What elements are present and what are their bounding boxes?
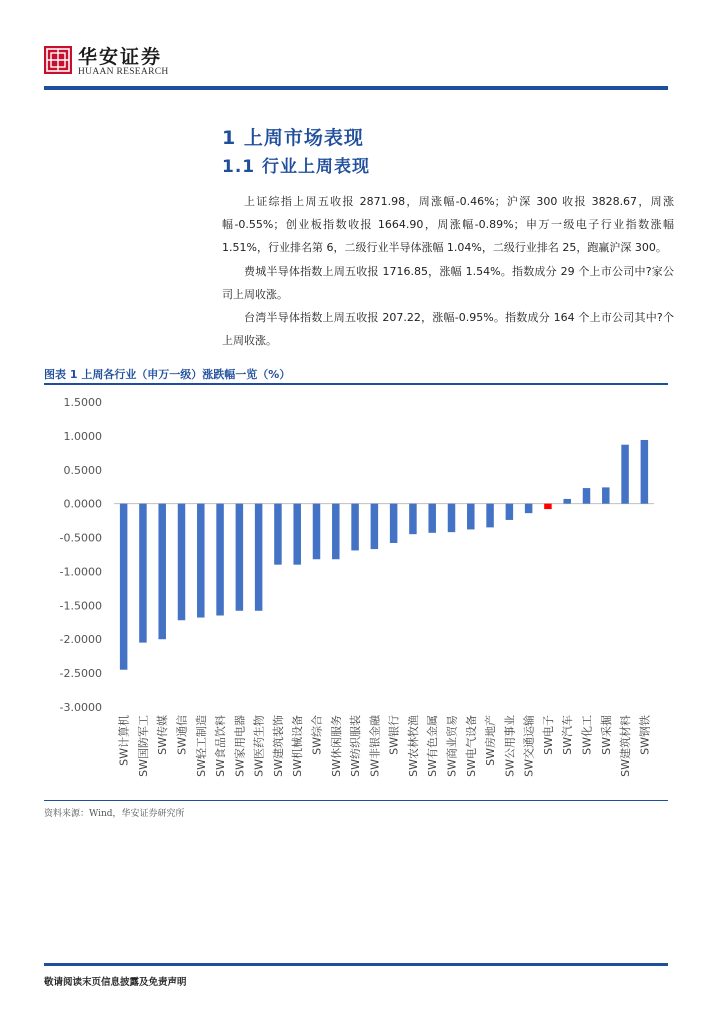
- bar: [158, 504, 166, 640]
- x-category-label: SW公用事业: [503, 715, 517, 777]
- bar: [351, 504, 359, 551]
- header-divider: [44, 86, 668, 90]
- brand-name-en: HUAAN RESEARCH: [78, 67, 169, 77]
- x-category-label: SW银行: [387, 715, 401, 755]
- subsection-heading: 1.1 行业上周表现: [222, 157, 371, 177]
- bar: [506, 504, 514, 520]
- bar: [313, 504, 321, 560]
- x-category-label: SW有色金属: [426, 715, 440, 777]
- bar: [467, 504, 475, 530]
- bar: [641, 440, 649, 504]
- bar: [409, 504, 417, 535]
- bar: [139, 504, 147, 643]
- paragraph-sox-index: 费城半导体指数上周五收报 1716.85，涨幅 1.54%。指数成分 29 个上市公司中?家公司上周收涨。: [222, 264, 674, 301]
- section-heading: 1 上周市场表现: [222, 127, 364, 149]
- x-category-label: SW轻工制造: [194, 715, 208, 777]
- bar: [428, 504, 436, 533]
- y-tick-label: 0.5000: [63, 463, 102, 477]
- paragraph-market-summary: 上证综指上周五收报 2871.98，周涨幅-0.46%；沪深 300 收报 3828.67，周涨幅-0.55%；创业板指数收报 1664.90，周涨幅-0.89%；申万一级电子行业指数涨幅 1.51%，行业排名第 6，二级行业半导体涨幅 1.04%，二级行业排名 25，跑赢沪深 300。: [222, 195, 674, 255]
- x-category-label: SW综合: [310, 715, 324, 755]
- x-category-label: SW医药生物: [252, 715, 266, 777]
- x-category-label: SW国防军工: [136, 715, 150, 777]
- bar: [563, 499, 571, 504]
- bar: [583, 488, 591, 504]
- x-category-label: SW化工: [580, 715, 594, 755]
- x-category-label: SW机械设备: [291, 715, 305, 777]
- brand-name-cn: 华安证券: [78, 46, 163, 68]
- bar: [216, 504, 224, 616]
- footer-divider: [44, 963, 668, 966]
- bar: [178, 504, 186, 621]
- page-header: [0, 0, 724, 92]
- y-tick-label: 1.5000: [63, 396, 102, 409]
- bar: [236, 504, 244, 611]
- bar-highlight: [544, 504, 552, 509]
- bar: [390, 504, 398, 543]
- x-category-label: SW建筑材料: [619, 715, 633, 777]
- bar: [448, 504, 456, 532]
- bar: [371, 504, 379, 549]
- figure-title: 图表 1 上周各行业（申万一级）涨跌幅一览（%）: [44, 368, 291, 381]
- y-tick-label: -2.0000: [59, 633, 102, 647]
- footer-disclaimer: 敬请阅读末页信息披露及免责声明: [44, 977, 187, 988]
- bar: [274, 504, 282, 565]
- x-category-label: SW通信: [175, 715, 189, 755]
- x-category-label: SW休闲服务: [329, 715, 343, 777]
- industry-returns-chart: [44, 385, 668, 800]
- x-category-label: SW采掘: [599, 715, 613, 755]
- x-category-label: SW家用电器: [233, 715, 247, 777]
- x-category-label: SW非银金融: [368, 715, 382, 777]
- y-tick-label: 1.0000: [63, 429, 102, 443]
- bar: [332, 504, 340, 560]
- bar: [120, 504, 128, 670]
- x-category-label: SW汽车: [561, 715, 575, 755]
- x-category-label: SW食品饮料: [214, 715, 228, 777]
- y-tick-label: -0.5000: [59, 531, 102, 545]
- x-category-label: SW电气设备: [464, 715, 478, 777]
- y-tick-label: -1.5000: [59, 599, 102, 613]
- source-divider: [44, 800, 668, 801]
- bar: [621, 445, 629, 504]
- y-tick-label: -2.5000: [59, 667, 102, 681]
- bar: [293, 504, 301, 565]
- x-category-label: SW农林牧渔: [406, 715, 420, 777]
- x-category-label: SW电子: [541, 715, 555, 755]
- x-category-label: SW纺织服装: [349, 715, 363, 777]
- y-tick-label: -3.0000: [59, 701, 102, 714]
- bar: [197, 504, 205, 618]
- y-tick-label: -1.0000: [59, 565, 102, 579]
- x-category-label: SW计算机: [117, 715, 131, 766]
- x-category-label: SW商业贸易: [445, 715, 459, 777]
- x-category-label: SW传媒: [156, 715, 170, 755]
- x-category-label: SW建筑装饰: [271, 715, 285, 777]
- figure-source: 资料来源：Wind，华安证券研究所: [44, 809, 185, 819]
- bar-chart-svg: [44, 385, 668, 800]
- y-tick-label: 0.0000: [63, 497, 102, 511]
- x-category-label: SW交通运输: [522, 715, 536, 777]
- bar: [525, 504, 533, 513]
- x-category-label: SW钢铁: [638, 715, 652, 755]
- huaan-logo-icon: [44, 46, 72, 74]
- x-category-label: SW房地产: [484, 715, 498, 766]
- body-text: [222, 190, 674, 352]
- bar: [255, 504, 263, 611]
- paragraph-taiwan-index: 台湾半导体指数上周五收报 207.22，涨幅-0.95%。指数成分 164 个上市公司其中?个上周收涨。: [222, 311, 674, 348]
- bar: [486, 504, 494, 528]
- bar: [602, 487, 610, 503]
